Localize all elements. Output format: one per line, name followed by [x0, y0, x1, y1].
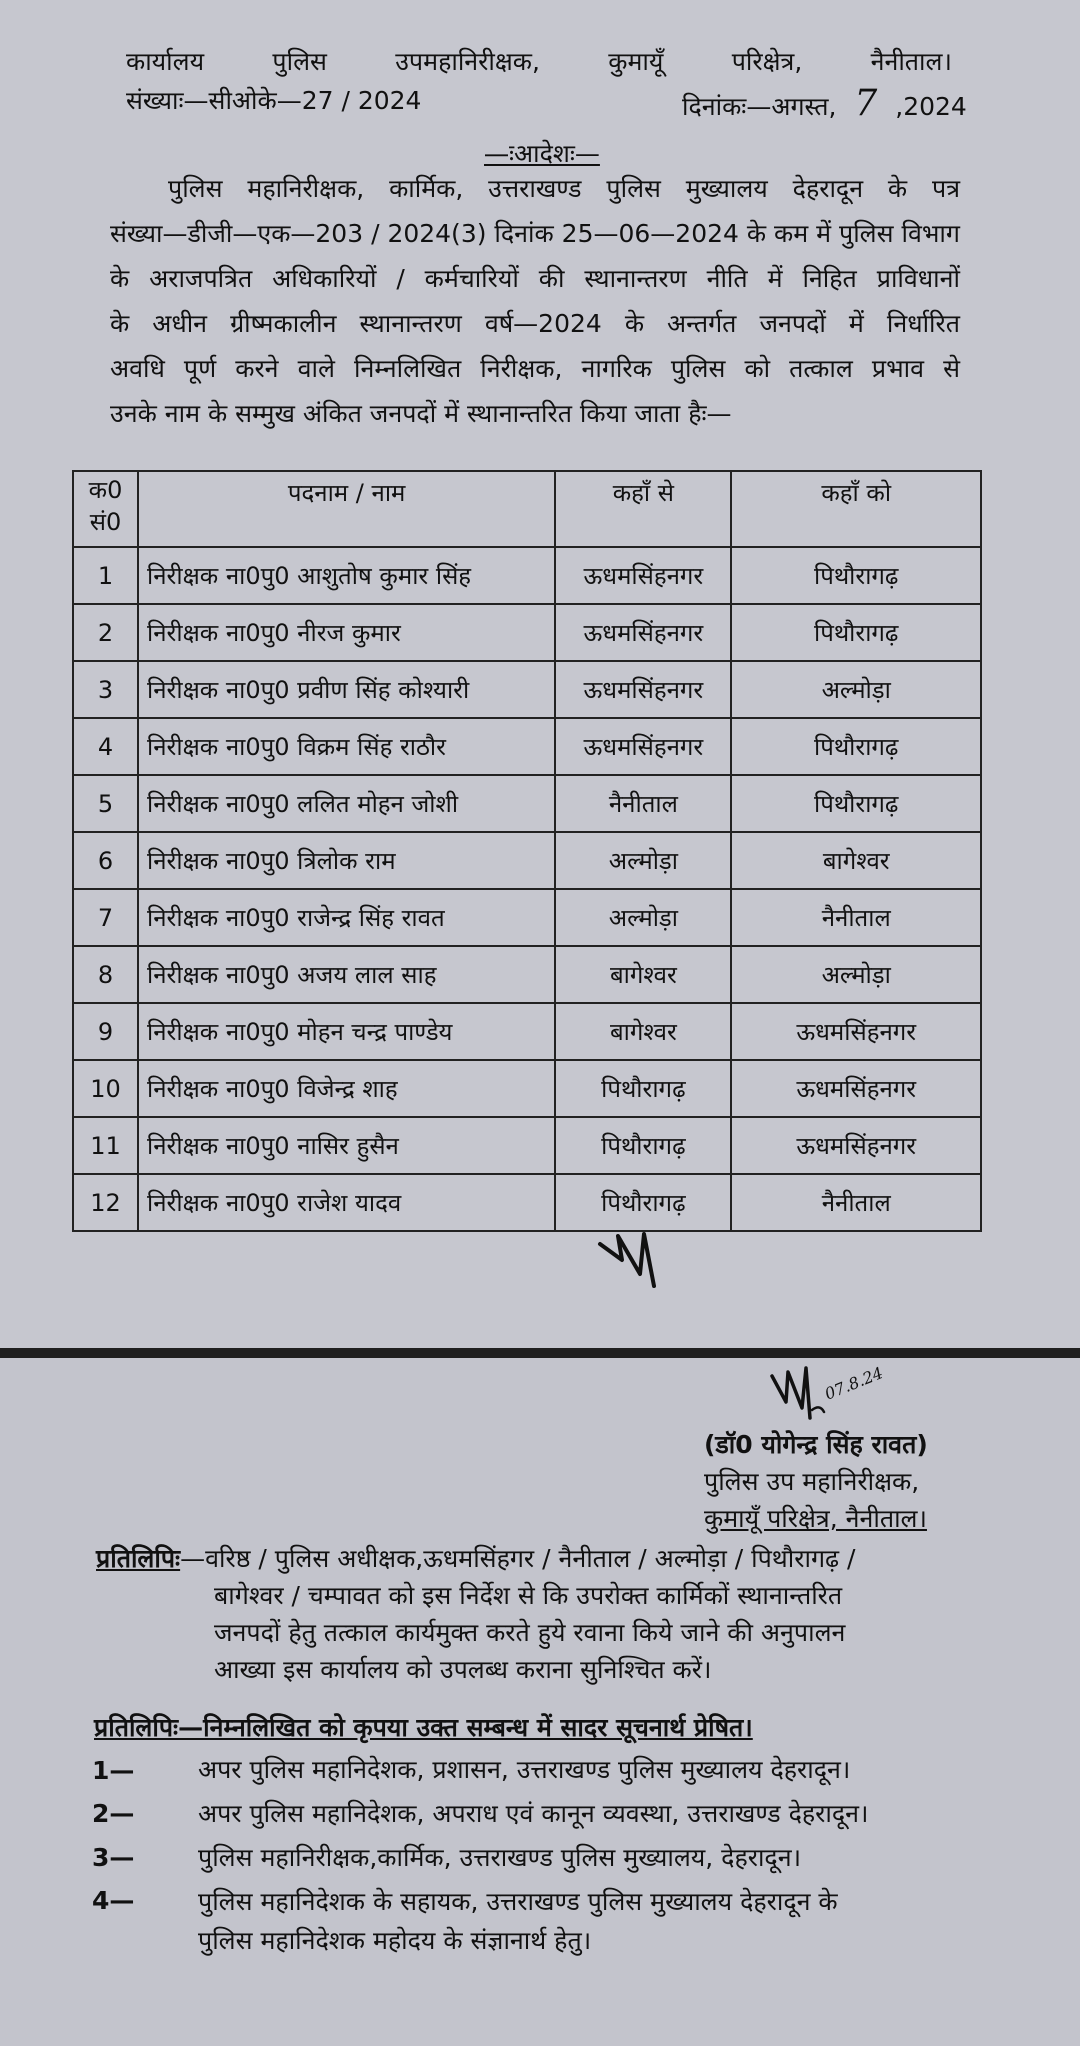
table-row — [73, 832, 981, 889]
copy-label: प्रतिलिपिः — [96, 1544, 181, 1573]
signatory-name: (डॉ0 योगेन्द्र सिंह रावत) — [704, 1430, 928, 1459]
copy-line: जनपदों हेतु तत्काल कार्यमुक्त करते हुये रवाना किये जाने की अनुपालन — [214, 1618, 846, 1647]
reference-number: संख्याः—सीओके—27 / 2024 — [126, 86, 422, 115]
body-line: के अधीन ग्रीष्मकालीन स्थानान्तरण वर्ष—2024 के अन्तर्गत जनपदों में निर्धारित — [110, 309, 960, 338]
list-item: पुलिस महानिरीक्षक,कार्मिक, उत्तराखण्ड पुलिस मुख्यालय, देहरादून। — [198, 1843, 802, 1872]
cell-to: अल्मोड़ा — [731, 946, 981, 1003]
cell-sno: 10 — [73, 1060, 138, 1117]
office-word: पुलिस — [272, 47, 327, 76]
office-word: कुमायूँ — [608, 47, 664, 76]
cell-to: पिथौरागढ़ — [731, 547, 981, 604]
cell-to: बागेश्वर — [731, 832, 981, 889]
cell-to: ऊधमसिंहनगर — [731, 1003, 981, 1060]
header-sno: क0 सं0 — [73, 471, 138, 547]
cell-name: निरीक्षक ना0पु0 प्रवीण सिंह कोश्यारी — [138, 661, 555, 718]
cell-to: पिथौरागढ़ — [731, 775, 981, 832]
cell-from: नैनीताल — [555, 775, 731, 832]
signatory-designation: पुलिस उप महानिरीक्षक, — [704, 1467, 920, 1496]
table-row — [73, 1174, 981, 1231]
date-prefix: दिनांकः—अगस्त, — [682, 92, 837, 121]
table-row — [73, 547, 981, 604]
cell-to: ऊधमसिंहनगर — [731, 1117, 981, 1174]
table-row — [73, 1003, 981, 1060]
cell-from: पिथौरागढ़ — [555, 1060, 731, 1117]
signatory-office: कुमायूँ परिक्षेत्र, नैनीताल। — [704, 1504, 927, 1533]
list-item: अपर पुलिस महानिदेशक, प्रशासन, उत्तराखण्ड पुलिस मुख्यालय देहरादून। — [198, 1755, 851, 1784]
cell-from: पिथौरागढ़ — [555, 1117, 731, 1174]
cell-sno: 7 — [73, 889, 138, 946]
copy-line: बागेश्वर / चम्पावत को इस निर्देश से कि उपरोक्त कार्मिकों स्थानान्तरित — [214, 1581, 843, 1610]
cell-sno: 4 — [73, 718, 138, 775]
cell-from: बागेश्वर — [555, 946, 731, 1003]
signature-mark — [766, 1358, 876, 1430]
cell-name: निरीक्षक ना0पु0 नीरज कुमार — [138, 604, 555, 661]
cell-from: ऊधमसिंहनगर — [555, 604, 731, 661]
cell-sno: 9 — [73, 1003, 138, 1060]
date-year: ,2024 — [895, 92, 967, 121]
table-row — [73, 661, 981, 718]
transfer-table — [72, 470, 982, 1232]
cell-name: निरीक्षक ना0पु0 ललित मोहन जोशी — [138, 775, 555, 832]
copy-to-sp — [96, 1540, 966, 1688]
cell-name: निरीक्षक ना0पु0 राजेश यादव — [138, 1174, 555, 1231]
office-word: परिक्षेत्र, — [731, 47, 803, 76]
cell-name: निरीक्षक ना0पु0 अजय लाल साह — [138, 946, 555, 1003]
office-word: उपमहानिरीक्षक, — [395, 47, 540, 76]
body-line: संख्या—डीजी—एक—203 / 2024(3) दिनांक 25—06—2024 के कम में पुलिस विभाग — [110, 219, 960, 248]
table-row — [73, 1060, 981, 1117]
cell-name: निरीक्षक ना0पु0 आशुतोष कुमार सिंह — [138, 547, 555, 604]
cell-sno: 3 — [73, 661, 138, 718]
list-number: 2— — [92, 1799, 135, 1828]
table-row — [73, 604, 981, 661]
order-body — [110, 166, 960, 436]
body-line: अवधि पूर्ण करने वाले निम्नलिखित निरीक्षक, नागरिक पुलिस को तत्काल प्रभाव से — [110, 354, 960, 383]
table-row — [73, 946, 981, 1003]
copy-list-heading: प्रतिलिपिः—निम्नलिखित को कृपया उक्त सम्बन्ध में सादर सूचनार्थ प्रेषित। — [94, 1713, 753, 1742]
copy-line: आख्या इस कार्यालय को उपलब्ध कराना सुनिश्चित करें। — [214, 1655, 712, 1684]
cell-name: निरीक्षक ना0पु0 विक्रम सिंह राठौर — [138, 718, 555, 775]
list-item-line: पुलिस महानिदेशक महोदय के संज्ञानार्थ हेतु। — [198, 1926, 592, 1955]
date-day-handwritten: 7 — [854, 83, 878, 124]
list-number: 3— — [92, 1843, 135, 1872]
cell-name: निरीक्षक ना0पु0 विजेन्द्र शाह — [138, 1060, 555, 1117]
cell-from: अल्मोड़ा — [555, 832, 731, 889]
cell-sno: 2 — [73, 604, 138, 661]
order-page-continued — [0, 1358, 1080, 2046]
header-to: कहाँ को — [731, 471, 981, 547]
list-number: 1— — [92, 1756, 135, 1785]
list-item-line: पुलिस महानिदेशक के सहायक, उत्तराखण्ड पुलिस मुख्यालय देहरादून के — [198, 1887, 838, 1916]
cell-from: ऊधमसिंहनगर — [555, 661, 731, 718]
cell-sno: 12 — [73, 1174, 138, 1231]
cell-to: पिथौरागढ़ — [731, 604, 981, 661]
cell-name: निरीक्षक ना0पु0 राजेन्द्र सिंह रावत — [138, 889, 555, 946]
cell-to: अल्मोड़ा — [731, 661, 981, 718]
cell-sno: 11 — [73, 1117, 138, 1174]
cell-sno: 6 — [73, 832, 138, 889]
header-from: कहाँ से — [555, 471, 731, 547]
table-row — [73, 889, 981, 946]
cell-name: निरीक्षक ना0पु0 मोहन चन्द्र पाण्डेय — [138, 1003, 555, 1060]
cell-sno: 8 — [73, 946, 138, 1003]
office-header — [126, 44, 952, 78]
cell-name: निरीक्षक ना0पु0 नासिर हुसैन — [138, 1117, 555, 1174]
office-word: कार्यालय — [126, 47, 205, 76]
office-word: नैनीताल। — [870, 47, 952, 76]
signature-date: 07.8.24 — [822, 1363, 886, 1404]
order-title: —ःआदेशः— — [484, 139, 600, 168]
order-date — [682, 83, 967, 124]
cell-to: पिथौरागढ़ — [731, 718, 981, 775]
table-header-row — [73, 471, 981, 547]
cell-from: ऊधमसिंहनगर — [555, 547, 731, 604]
cell-from: अल्मोड़ा — [555, 889, 731, 946]
table-row — [73, 775, 981, 832]
cell-from: पिथौरागढ़ — [555, 1174, 731, 1231]
cell-to: नैनीताल — [731, 1174, 981, 1231]
copy-line: —वरिष्ठ / पुलिस अधीक्षक,ऊधमसिंहगर / नैनीताल / अल्मोड़ा / पिथौरागढ़ / — [180, 1544, 856, 1573]
body-line: उनके नाम के सम्मुख अंकित जनपदों में स्थानान्तरित किया जाता हैः— — [110, 399, 732, 428]
body-line: के अराजपत्रित अधिकारियों / कर्मचारियों की स्थानान्तरण नीति में निहित प्राविधानों — [110, 264, 960, 293]
cell-sno: 5 — [73, 775, 138, 832]
cell-to: ऊधमसिंहनगर — [731, 1060, 981, 1117]
table-row — [73, 718, 981, 775]
table-row — [73, 1117, 981, 1174]
list-number: 4— — [92, 1886, 135, 1915]
cell-to: नैनीताल — [731, 889, 981, 946]
header-name: पदनाम / नाम — [138, 471, 555, 547]
signatory-block — [704, 1426, 928, 1537]
list-item — [198, 1882, 838, 1960]
cell-from: ऊधमसिंहनगर — [555, 718, 731, 775]
initials-mark — [596, 1230, 682, 1290]
cell-sno: 1 — [73, 547, 138, 604]
cell-name: निरीक्षक ना0पु0 त्रिलोक राम — [138, 832, 555, 889]
list-item: अपर पुलिस महानिदेशक, अपराध एवं कानून व्यवस्था, उत्तराखण्ड देहरादून। — [198, 1799, 869, 1828]
body-line: पुलिस महानिरीक्षक, कार्मिक, उत्तराखण्ड पुलिस मुख्यालय देहरादून के पत्र — [168, 174, 960, 203]
cell-from: बागेश्वर — [555, 1003, 731, 1060]
